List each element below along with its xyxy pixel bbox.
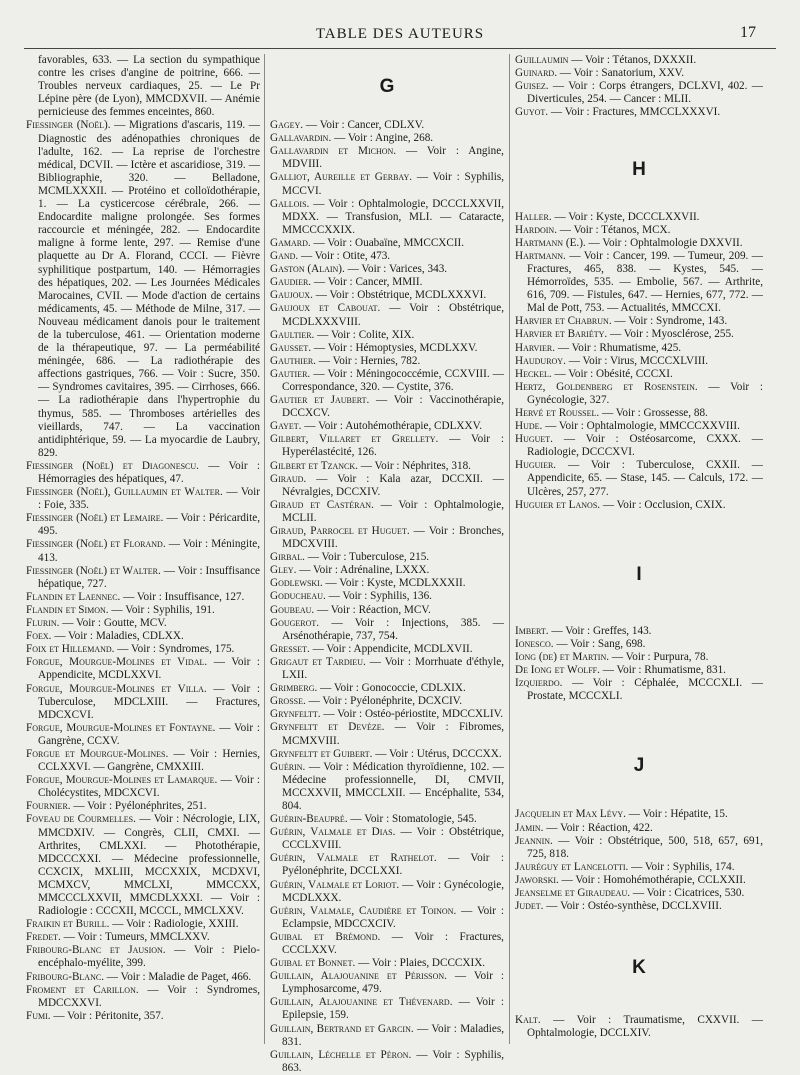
index-column-1 — [26, 54, 260, 1023]
entries-g — [270, 119, 504, 1075]
index-entry: Huguier et Lanos. — Voir : Occlusion, CXIX. — [515, 498, 726, 511]
index-entry: Grosse. — Voir : Pyélonéphrite, DCXCIV. — [270, 695, 463, 708]
index-column-3 — [515, 54, 763, 1041]
index-entry: Imbert. — Voir : Greffes, 143. — [515, 624, 652, 637]
index-entry: Goducheau. — Voir : Syphilis, 136. — [270, 590, 432, 603]
index-entry: Hude. — Voir : Ophtalmologie, MMCCCXXVIII. — [515, 420, 740, 433]
index-entry: Gauthier. — Voir : Hernies, 782. — [270, 354, 421, 367]
index-entry: Gautier. — Voir : Méningococcémie, CCXVIII. — Correspondance, 320. — Cystite, 376. — [270, 367, 504, 393]
index-entry: Guibal et Bonnet. — Voir : Plaies, DCCCXIX. — [270, 957, 486, 970]
section-letter-j: J — [633, 755, 645, 777]
index-entry: Hervé et Roussel. — Voir : Grossesse, 88. — [515, 406, 708, 419]
index-entry: Kalt. — Voir : Traumatisme, CXXVII. — Ophtalmologie, DCCLXIV. — [515, 1014, 763, 1040]
index-entry: favorables, 633. — La section du sympathique contre les crises d'angine de poitrine, 666. — Troubles nerveux cardiaques, 25. — Le Pr Lépine père (de Lyon), MMCDXVII. — Anémie pernicieuse des femmes enceintes, 860. — [38, 54, 260, 119]
index-entry: Grynfeltt. — Voir : Ostéo-périostite, MDCCXLIV. — [270, 708, 504, 721]
index-entry: Fiessinger (Noël) et Walter. — Voir : Insuffisance hépatique, 727. — [26, 564, 260, 590]
index-entry: Forgue, Mourgue-Molines et Fontayne. — Voir : Gangrène, CCXV. — [26, 721, 260, 747]
index-entry: Guisez. — Voir : Corps étrangers, DCLXVI, 402. — Diverticules, 254. — Cancer : MLII. — [515, 80, 763, 106]
page-title: TABLE DES AUTEURS — [315, 26, 485, 42]
index-entry: Gayet. — Voir : Autohémothérapie, CDLXXV. — [270, 420, 483, 433]
index-entry: Forgue, Mourgue-Molines et Lamarque. — Voir : Cholécystites, MDCXCVI. — [26, 774, 260, 800]
index-entry: Forgue, Mourgue-Molines et Villa. — Voir : Tuberculose, MDCLXIII. — Fractures, MDCXCVI. — [26, 682, 260, 721]
page-number: 17 — [740, 24, 756, 41]
section-letter-g: G — [379, 76, 395, 97]
index-entry: Hartmann (E.). — Voir : Ophtalmologie DXXVII. — [515, 236, 743, 249]
index-entry: Gley. — Voir : Adrénaline, LXXX. — [270, 564, 430, 577]
index-entry: Harvier et Chabrun. — Voir : Syndrome, 143. — [515, 315, 728, 328]
index-entry: Gaultier. — Voir : Colite, XIX. — [270, 328, 415, 341]
index-entry: Gilbert et Tzanck. — Voir : Néphrites, 318. — [270, 459, 471, 472]
index-entry: Giraud, Parrocel et Huguet. — Voir : Bronches, MDCXVIII. — [270, 525, 504, 551]
index-entry: Grimberg. — Voir : Gonococcie, CDLXIX. — [270, 682, 466, 695]
index-entry: Gresset. — Voir : Appendicite, MCDLXVII. — [270, 642, 473, 655]
index-entry: Foix et Hillemand. — Voir : Syndromes, 175. — [26, 643, 235, 656]
entries-j — [515, 808, 763, 913]
index-entry: Forgue et Mourgue-Molines. — Voir : Hernies, CCLXXVI. — Gangrène, CMXXIII. — [26, 747, 260, 774]
index-entry: Gallois. — Voir : Ophtalmologie, DCCCLXXVII, MDXX. — Transfusion, MLI. — Cataracte, MMCCCXXIX. — [270, 197, 504, 236]
entries-k — [515, 1014, 763, 1040]
index-entry: Fribourg-Blanc et Jausion. — Voir : Pielo-encéphalo-myélite, 399. — [26, 944, 260, 970]
index-entry: Gagey. — Voir : Cancer, CDLXV. — [270, 119, 425, 132]
section-letter-h: H — [632, 159, 646, 181]
index-entry: Guérin, Valmale et Rathelot. — Voir : Pyélonéphrite, DCCLXXI. — [270, 852, 504, 878]
index-entry: Gaujoux et Cabouat. — Voir : Obstétrique, MCDLXXXVIII. — [270, 302, 504, 328]
index-entry: Guillain, Alajouanine et Thévenard. — Voir : Epilepsie, 159. — [270, 996, 504, 1022]
index-entry: Hartmann. — Voir : Cancer, 199. — Tumeur, 209. — Fractures, 465, 838. — Kystes, 545. — Hémorroïdes, 535. — Embolie, 567. — Arthrite, 616, 709. — Fistules, 647. — Hernies, 677, 772. — Mal de Pott, 753. — Actualités, MMCCXI. — [515, 249, 763, 315]
section-letter-i: I — [636, 563, 642, 585]
header-rule — [24, 48, 776, 49]
index-entry: Grynfeltt et Guibert. — Voir : Utérus, DCCCXX. — [270, 747, 502, 760]
index-entry: Gautier et Jaubert. — Voir : Vaccinothérapie, DCCXCV. — [270, 394, 504, 420]
index-entry: Fournier. — Voir : Pyélonéphrites, 251. — [26, 800, 207, 813]
index-entry: Grynfeltt et Devèze. — Voir : Fibromes, MCMXVIII. — [270, 721, 504, 747]
index-entry: Guérin, Valmale, Caudière et Toinon. — Voir : Eclampsie, MDCCXCIV. — [270, 904, 504, 930]
index-entry: Guinard. — Voir : Sanatorium, XXV. — [515, 67, 685, 80]
index-entry: Guérin, Valmale et Loriot. — Voir : Gynécologie, MCDLXXX. — [270, 878, 504, 904]
index-entry: Foex. — Voir : Maladies, CDLXX. — [26, 630, 184, 643]
index-entry: Jeannin. — Voir : Obstétrique, 500, 518, 657, 691, 725, 818. — [515, 834, 763, 860]
index-entry: Huguet. — Voir : Ostéosarcome, CXXX. — Radiologie, DCCCXVI. — [515, 433, 763, 459]
index-entry: Jaworski. — Voir : Homohémothérapie, CCLXXII. — [515, 873, 746, 886]
index-entry: Flandin et Simon. — Voir : Syphilis, 191. — [26, 603, 215, 616]
index-entry: Fredet. — Voir : Tumeurs, MMCLXXV. — [26, 931, 210, 944]
index-entry: Fraikin et Burill. — Voir : Radiologie, XXIII. — [26, 918, 239, 931]
index-entry: Guillain, Bertrand et Garcin. — Voir : Maladies, 831. — [270, 1022, 505, 1048]
index-entry: Harvier. — Voir : Rhumatisme, 425. — [515, 341, 682, 354]
index-entry: Fiessinger (Noël) et Lemaire. — Voir : Péricardite, 495. — [26, 512, 260, 538]
entries-h — [515, 211, 763, 512]
index-entry: Gallavardin. — Voir : Angine, 268. — [270, 132, 434, 145]
index-entry: Gamard. — Voir : Ouabaïne, MMCCXCII. — [270, 236, 465, 249]
index-entry: Izquierdo. — Voir : Céphalée, MCCCXLI. — Prostate, MCCCXLI. — [515, 677, 763, 703]
index-entry: Guérin-Beaupré. — Voir : Stomatologie, 545. — [270, 813, 477, 826]
index-entry: Ionesco. — Voir : Sang, 698. — [515, 637, 646, 650]
index-entry: De Iong et Wolff. — Voir : Rhumatisme, 831. — [515, 664, 726, 677]
index-entry: Heckel. — Voir : Obésité, CCCXI. — [515, 367, 673, 380]
index-entry: Guillain, Léchelle et Péron. — Voir : Syphilis, 863. — [270, 1048, 505, 1074]
index-entry: Girbal. — Voir : Tuberculose, 215. — [270, 551, 430, 564]
index-column-2 — [270, 54, 504, 1075]
index-entry: Guibal et Brémond. — Voir : Fractures, CCCLXXV. — [270, 930, 504, 956]
page-header — [20, 26, 780, 48]
index-entry: Gougerot. — Voir : Injections, 385. — Arsénothérapie, 737, 754. — [270, 616, 504, 642]
index-entry: Guillain, Alajouanine et Périsson. — Voir : Lymphosarcome, 479. — [270, 970, 504, 996]
index-entry: Fiessinger (Noël), Guillaumin et Walter. — Voir : Foie, 335. — [26, 486, 260, 512]
index-entry: Guillaumin — Voir : Tétanos, DXXXII. — [515, 54, 697, 66]
column-divider — [509, 54, 510, 1044]
index-entry: Gallavardin et Michon. — Voir : Angine, MDVIII. — [270, 145, 504, 171]
index-entry: Hertz, Goldenberg et Rosenstein. — Voir : Gynécologie, 327. — [515, 380, 763, 406]
index-entry: Flandin et Laennec. — Voir : Insuffisance, 127. — [26, 590, 245, 603]
index-entry: Gaston (Alain). — Voir : Varices, 343. — [270, 263, 448, 276]
index-entry: Gaujoux. — Voir : Obstétrique, MCDLXXXVI. — [270, 289, 487, 302]
index-entry: Harvier et Bariéty. — Voir : Myosclérose, 255. — [515, 328, 734, 341]
index-entry: Fiessinger (Noël). — Migrations d'ascaris, 119. — Diagnostic des adénopathies chroniques de l'adulte, 162. — La reprise de l'orchestre médical, DCVII. — Ictère et ascaridiose, 319. — Bibliographie, 320. — Belladone, MCMLXXXII. — Protéino et colloïdothérapie, 1. — La cysticercose cérébrale, 266. — Endocardite maligne prolongée. Ses formes raccourcie et méningée, 282. — Endocardite maligne à forme lente, 297. — Remise d'une plaquette au Dr A. Florand, CCCI. — Fièvre syphilitique postpartum, 140. — Hémorragies des hépatiques, 202. — Les Journées Médicales Marocaines, CVII. — Mode d'action de certains médicaments, 45. — Méthode de Milne, 317. — Nouveau médicament danois pour le traitement de la tuberculose, 461. — Orientation moderne de la thérapeutique, 97. — La perméabilité méningée, 686. — La radiothérapie des affections gastriques, 766. — Voir : Sucre, 350. — Syndromes cavitaires, 395. — Cirrhoses, 666. — La radiothérapie dans l'hypertrophie du thymus, 585. — Thromboses artérielles des vieillards, 747. — La vaccination antidiphtérique, 59. — La myocardie de Laubry, 829. — [26, 119, 260, 459]
index-entry: Huguier. — Voir : Tuberculose, CXXII. — Appendicite, 65. — Stase, 145. — Calculs, 172. — Ulcères, 257, 277. — [515, 459, 763, 498]
index-entry: Judet. — Voir : Ostéo-synthèse, DCCLXVIII. — [515, 900, 722, 913]
entries-i — [515, 625, 763, 704]
index-entry: Fumi. — Voir : Péritonite, 357. — [26, 1009, 164, 1022]
index-entry: Jeanselme et Giraudeau. — Voir : Cicatrices, 530. — [515, 887, 745, 900]
index-entry: Froment et Carillon. — Voir : Syndromes, MDCCXXVI. — [26, 983, 260, 1009]
index-entry: Iong (de) et Martin. — Voir : Purpura, 78. — [515, 651, 709, 663]
index-entry: Hardoin. — Voir : Tétanos, MCX. — [515, 223, 671, 236]
index-entry: Gilbert, Villaret et Grellety. — Voir : Hyperélastécité, 126. — [270, 433, 504, 459]
index-entry: Jacquelin et Max Lévy. — Voir : Hépatite, 15. — [515, 808, 728, 821]
index-entry: Giraud. — Voir : Kala azar, DCCXII. — Névralgies, DCCXIV. — [270, 472, 504, 498]
index-entry: Fiessinger (Noël) et Diagonescu. — Voir : Hémorragies des hépatiques, 47. — [26, 459, 260, 485]
index-entry: Haller. — Voir : Kyste, DCCCLXXVII. — [515, 210, 700, 223]
index-entry: Flurin. — Voir : Goutte, MCV. — [26, 617, 167, 630]
index-entry: Guérin. — Voir : Médication thyroïdienne, 102. — Médecine professionnelle, DI, CMVII, MCCXXVII, MMCCLXII. — Encéphalite, 534, 804. — [270, 760, 504, 812]
index-entry: Gausset. — Voir : Hémoptysies, MCDLXXV. — [270, 341, 478, 354]
index-entry: Jamin. — Voir : Réaction, 422. — [515, 821, 653, 834]
index-entry: Fribourg-Blanc. — Voir : Maladie de Paget, 466. — [26, 970, 252, 983]
index-entry: Godlewski. — Voir : Kyste, MCDLXXXII. — [270, 577, 466, 590]
column-divider — [264, 54, 265, 1044]
entries-g-continued — [515, 54, 763, 119]
index-entry: Hauduroy. — Voir : Virus, MCCCXLVIII. — [515, 354, 709, 367]
index-entry: Gand. — Voir : Otite, 473. — [270, 250, 391, 263]
section-letter-k: K — [632, 957, 646, 979]
index-entry: Galliot, Aureille et Gerbay. — Voir : Syphilis, MCCVI. — [270, 171, 504, 197]
index-entry: Grigaut et Tardieu. — Voir : Morrhuate d'éthyle, LXII. — [270, 655, 504, 682]
index-entry: Gaudier. — Voir : Cancer, MMII. — [270, 276, 423, 289]
index-entry: Goubeau. — Voir : Réaction, MCV. — [270, 603, 431, 616]
index-entry: Giraud et Castéran. — Voir : Ophtalmologie, MCLII. — [270, 498, 504, 524]
index-entry: Guyot. — Voir : Fractures, MMCCLXXXVI. — [515, 106, 721, 119]
index-entry: Foveau de Courmelles. — Voir : Nécrologie, LIX, MMCDXIV. — Congrès, CLII, CMXI. — Arthrites, CMLXXI. — Photothérapie, MDCCCXXI. — Médecine professionnelle, CCXCIX, MXLIII, MCCXXIX, MCDXVI, MCMXCV, MMCLXI, MMCCXX, MMCCCLXXVII, MMCDLXXXI. — Voir : Radiologie : CCCXII, MCCCL, MMCLXXV. — [26, 813, 260, 918]
index-entry: Jauréguy et Lancelotti. — Voir : Syphilis, 174. — [515, 860, 735, 873]
index-entry: Forgue, Mourgue-Molines et Vidal. — Voir : Appendicite, MCDLXXVI. — [26, 656, 260, 682]
index-entry: Fiessinger (Noël) et Florand. — Voir : Méningite, 413. — [26, 538, 260, 564]
index-entry: Guérin, Valmale et Dias. — Voir : Obstétrique, CCCLXVIII. — [270, 826, 504, 852]
